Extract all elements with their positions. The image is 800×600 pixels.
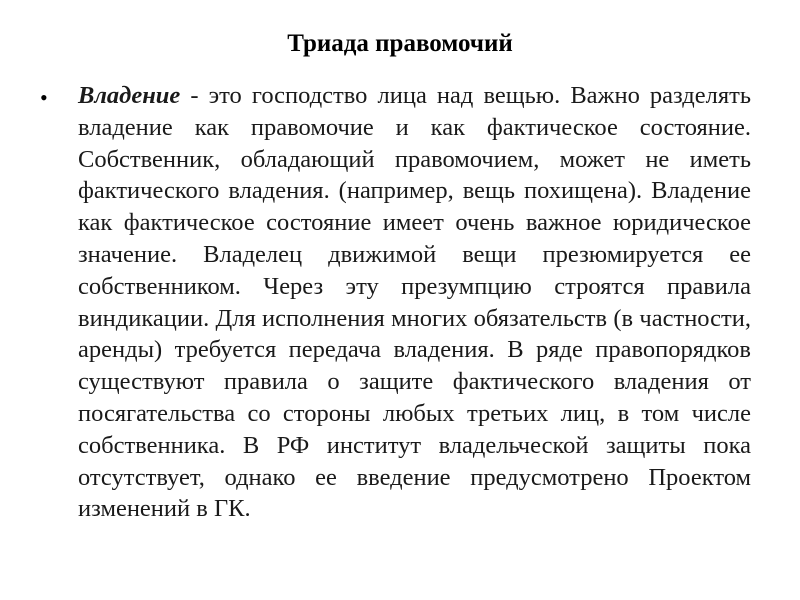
slide-title: Триада правомочий: [287, 30, 513, 57]
bullet-paragraph: [78, 80, 751, 525]
bullet-dot-icon: •: [40, 85, 48, 110]
bullet-body-text: - это господство лица над вещью. Важно разделять владение как правомочие и как фактическое состояние. Собственник, обладающий правомочием, может не иметь фактического владения. (например, вещь похищена). Владение как фактическое состояние имеет очень важное юридическое значение. Владелец движимой вещи презюмируется ее собственником. Через эту презумпцию строятся правила виндикации. Для исполнения многих обязательств (в частности, аренды) требуется передача владения. В ряде правопорядков существуют правила о защите фактического владения от посягательства со стороны любых третьих лиц, в том числе собственника. В РФ институт владельческой защиты пока отсутствует, однако ее введение предусмотрено Проектом изменений в ГК.: [78, 82, 751, 523]
bullet-term: Владение: [78, 82, 181, 109]
